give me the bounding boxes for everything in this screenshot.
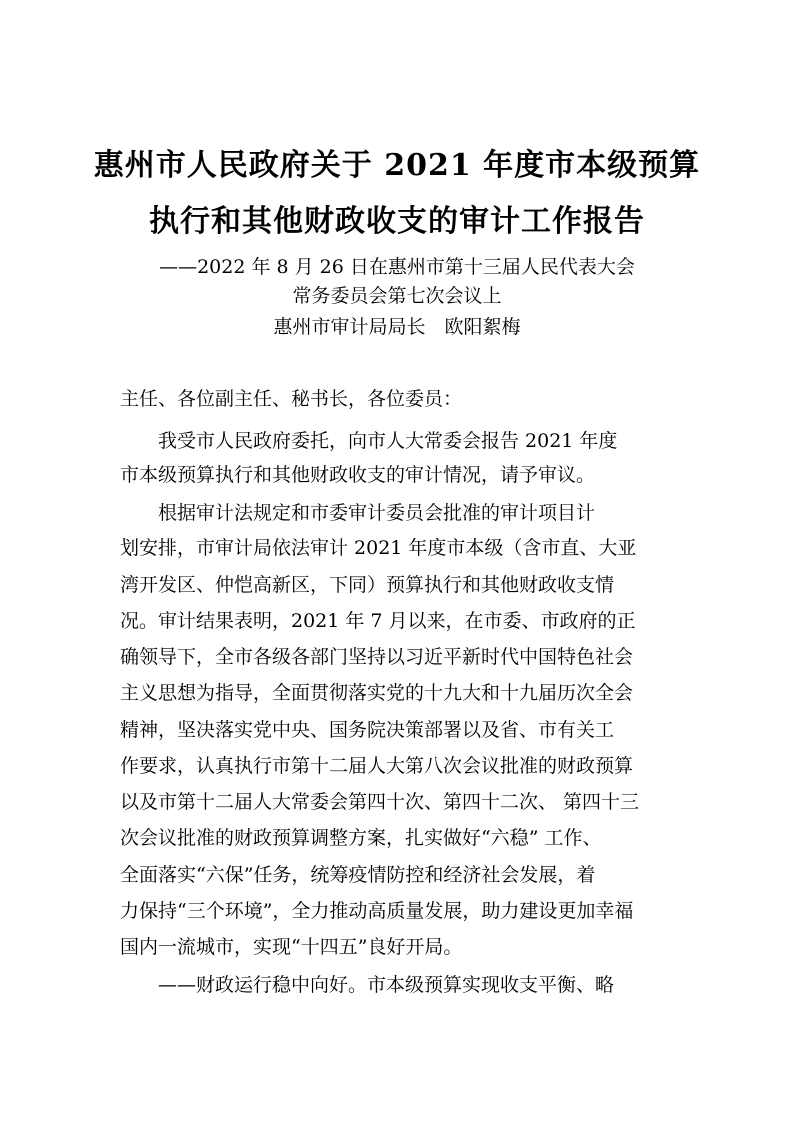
body-line: 我受市人民政府委托，向市人大常委会报告 2021 年度 bbox=[120, 430, 618, 452]
salutation: 主任、各位副主任、秘书长，各位委员： bbox=[120, 388, 463, 410]
body-line: 力保持“三个环境”，全力推动高质量发展，助力建设更加幸福 bbox=[120, 900, 634, 922]
report-subtitle-session: 常务委员会第七次会议上 bbox=[292, 285, 502, 307]
body-line: ——财政运行稳中向好。市本级预算实现收支平衡、略 bbox=[120, 974, 615, 996]
body-line: 根据审计法规定和市委审计委员会批准的审计项目计 bbox=[120, 502, 596, 524]
report-author: 惠州市审计局局长 欧阳絮梅 bbox=[273, 316, 521, 338]
body-line: 作要求，认真执行市第十二届人大第八次会议批准的财政预算 bbox=[120, 755, 634, 777]
body-line: 确领导下，全市各级各部门坚持以习近平新时代中国特色社会 bbox=[120, 646, 634, 668]
body-line: 以及市第十二届人大常委会第四十次、第四十二次、 第四十三 bbox=[120, 791, 640, 813]
body-line: 次会议批准的财政预算调整方案，扎实做好“六稳” 工作、 bbox=[120, 827, 602, 849]
body-line: 湾开发区、仲恺高新区，下同）预算执行和其他财政收支情 bbox=[120, 574, 615, 596]
body-line: 市本级预算执行和其他财政收支的审计情况，请予审议。 bbox=[120, 464, 596, 486]
body-line: 况。审计结果表明，2021 年 7 月以来，在市委、市政府的正 bbox=[120, 610, 636, 632]
report-title-line-1: 惠州市人民政府关于 2021 年度市本级预算 bbox=[93, 148, 701, 183]
body-line: 划安排，市审计局依法审计 2021 年度市本级（含市直、大亚 bbox=[120, 537, 637, 559]
body-line: 全面落实“六保”任务，统筹疫情防控和经济社会发展，着 bbox=[120, 864, 596, 886]
report-title-line-2: 执行和其他财政收支的审计工作报告 bbox=[149, 204, 645, 239]
body-line: 主义思想为指导，全面贯彻落实党的十九大和十九届历次全会 bbox=[120, 682, 634, 704]
body-line: 国内一流城市，实现“十四五”良好开局。 bbox=[120, 936, 463, 958]
report-subtitle-meeting: ——2022 年 8 月 26 日在惠州市第十三届人民代表大会 bbox=[159, 256, 635, 278]
body-line: 精神，坚决落实党中央、国务院决策部署以及省、市有关工 bbox=[120, 719, 615, 741]
